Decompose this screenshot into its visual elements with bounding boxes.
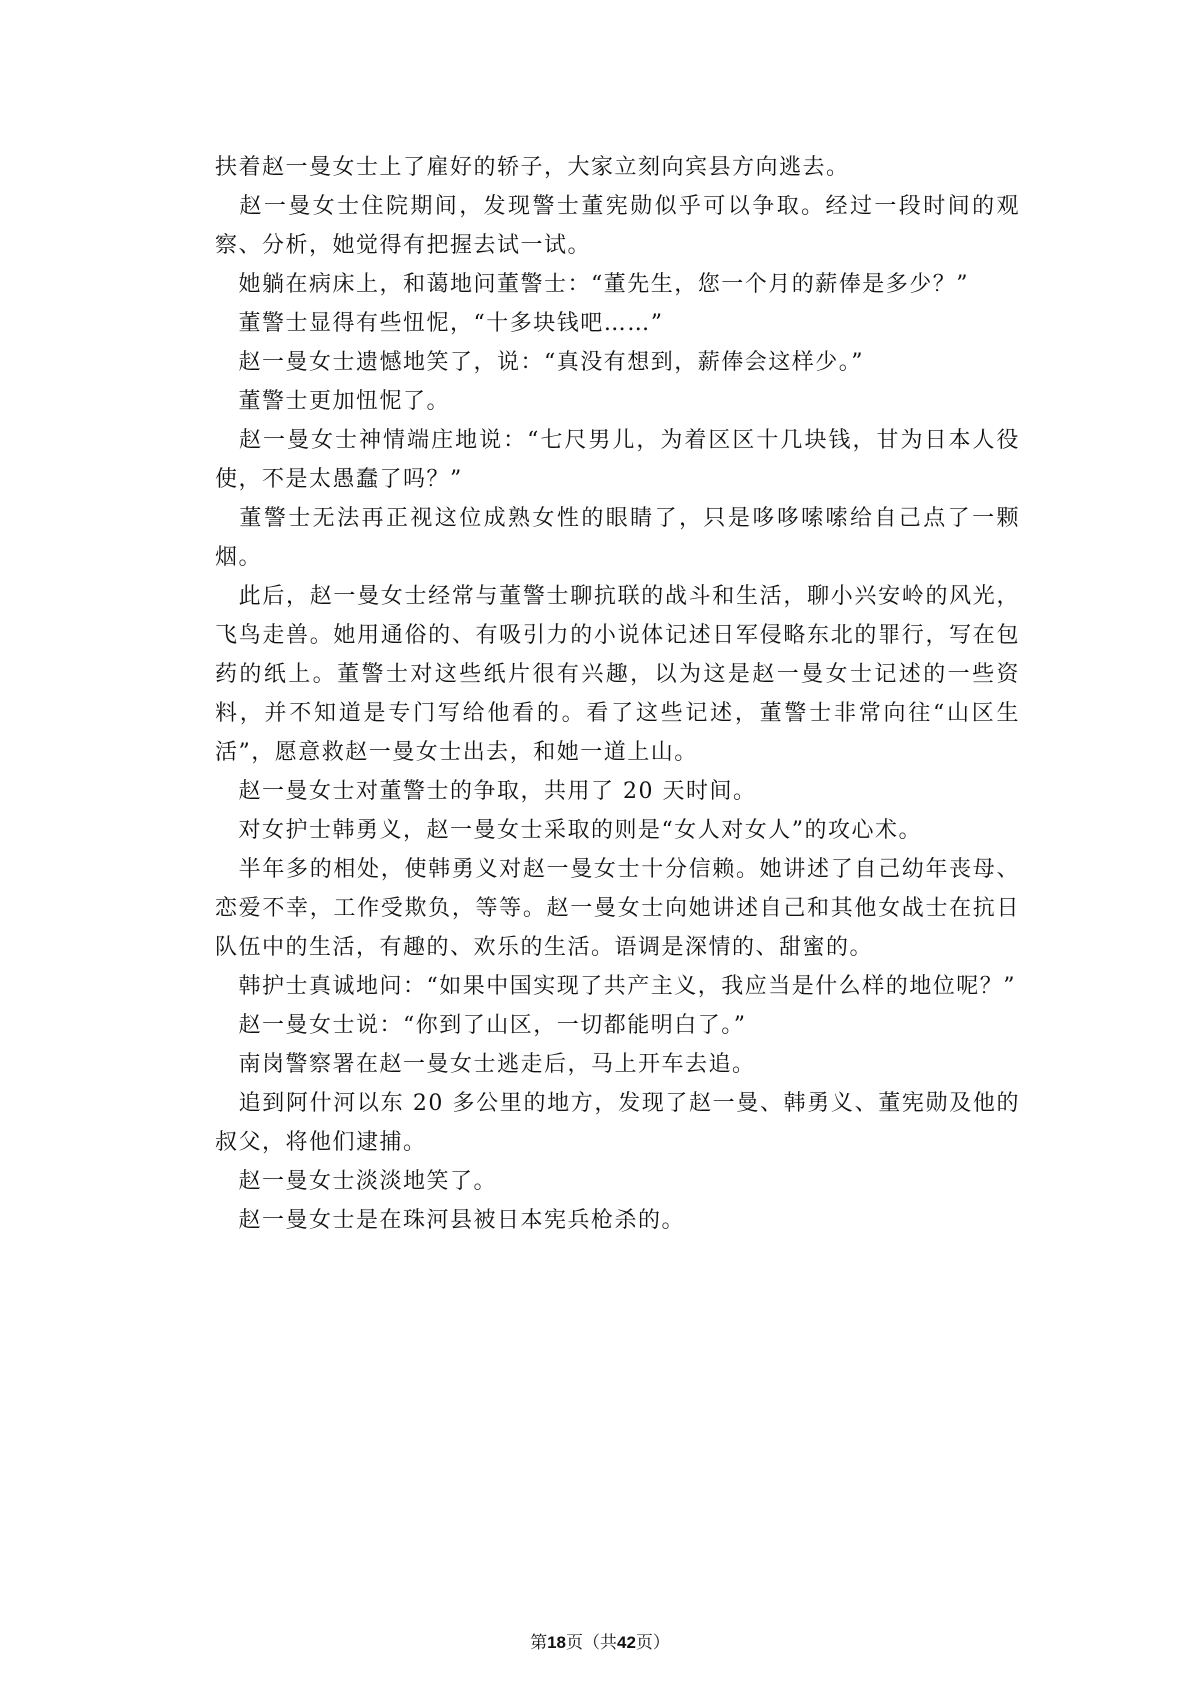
paragraph: 赵一曼女士住院期间，发现警士董宪勋似乎可以争取。经过一段时间的观察、分析，她觉得有把握去试一试。 — [215, 194, 1020, 258]
paragraph: 赵一曼女士是在珠河县被日本宪兵枪杀的。 — [215, 1208, 686, 1233]
paragraph: 此后，赵一曼女士经常与董警士聊抗联的战斗和生活，聊小兴安岭的风光，飞鸟走兽。她用通俗的、有吸引力的小说体记述日军侵略东北的罪行，写在包药的纸上。董警士对这些纸片很有兴趣，以为这是赵一曼女士记述的一些资料，并不知道是专门写给他看的。看了这些记述，董警士非常向往“山区生活”，愿意救赵一曼女士出去，和她一道上山。 — [215, 584, 1020, 765]
paragraph: 她躺在病床上，和蔼地问董警士：“董先生，您一个月的薪俸是多少？” — [215, 272, 969, 297]
paragraph: 南岗警察署在赵一曼女士逃走后，马上开车去追。 — [215, 1052, 756, 1077]
paragraph: 对女护士韩勇义，赵一曼女士采取的则是“女人对女人”的攻心术。 — [215, 818, 922, 843]
current-page-number: 18 — [547, 1633, 566, 1652]
paragraph: 赵一曼女士神情端庄地说：“七尺男儿，为着区区十几块钱，甘为日本人役使，不是太愚蠢了吗？” — [215, 428, 1020, 492]
footer-middle: 页（共 — [566, 1633, 617, 1653]
page-footer — [0, 1632, 1200, 1654]
footer-suffix: 页） — [635, 1633, 670, 1653]
paragraph: 董警士无法再正视这位成熟女性的眼睛了，只是哆哆嗦嗦给自己点了一颗烟。 — [215, 506, 1020, 570]
paragraph: 赵一曼女士遗憾地笑了，说：“真没有想到，薪俸会这样少。” — [215, 350, 864, 375]
body-text — [215, 148, 1020, 1240]
footer-prefix: 第 — [530, 1633, 548, 1653]
paragraph: 赵一曼女士淡淡地笑了。 — [215, 1169, 498, 1194]
paragraph: 赵一曼女士对董警士的争取，共用了 20 天时间。 — [215, 779, 757, 804]
paragraph: 追到阿什河以东 20 多公里的地方，发现了赵一曼、韩勇义、董宪勋及他的叔父，将他们逮捕。 — [215, 1091, 1020, 1155]
paragraph: 董警士显得有些忸怩，“十多块钱吧……” — [215, 311, 664, 336]
paragraph: 扶着赵一曼女士上了雇好的轿子，大家立刻向宾县方向逃去。 — [215, 155, 850, 180]
paragraph: 半年多的相处，使韩勇义对赵一曼女士十分信赖。她讲述了自己幼年丧母、恋爱不幸，工作受欺负，等等。赵一曼女士向她讲述自己和其他女战士在抗日队伍中的生活，有趣的、欢乐的生活。语调是深情的、甜蜜的。 — [215, 857, 1020, 960]
paragraph: 赵一曼女士说：“你到了山区，一切都能明白了。” — [215, 1013, 747, 1038]
paragraph: 董警士更加忸怩了。 — [215, 389, 451, 414]
paragraph: 韩护士真诚地问：“如果中国实现了共产主义，我应当是什么样的地位呢？” — [215, 974, 1016, 999]
total-page-count: 42 — [617, 1633, 636, 1652]
